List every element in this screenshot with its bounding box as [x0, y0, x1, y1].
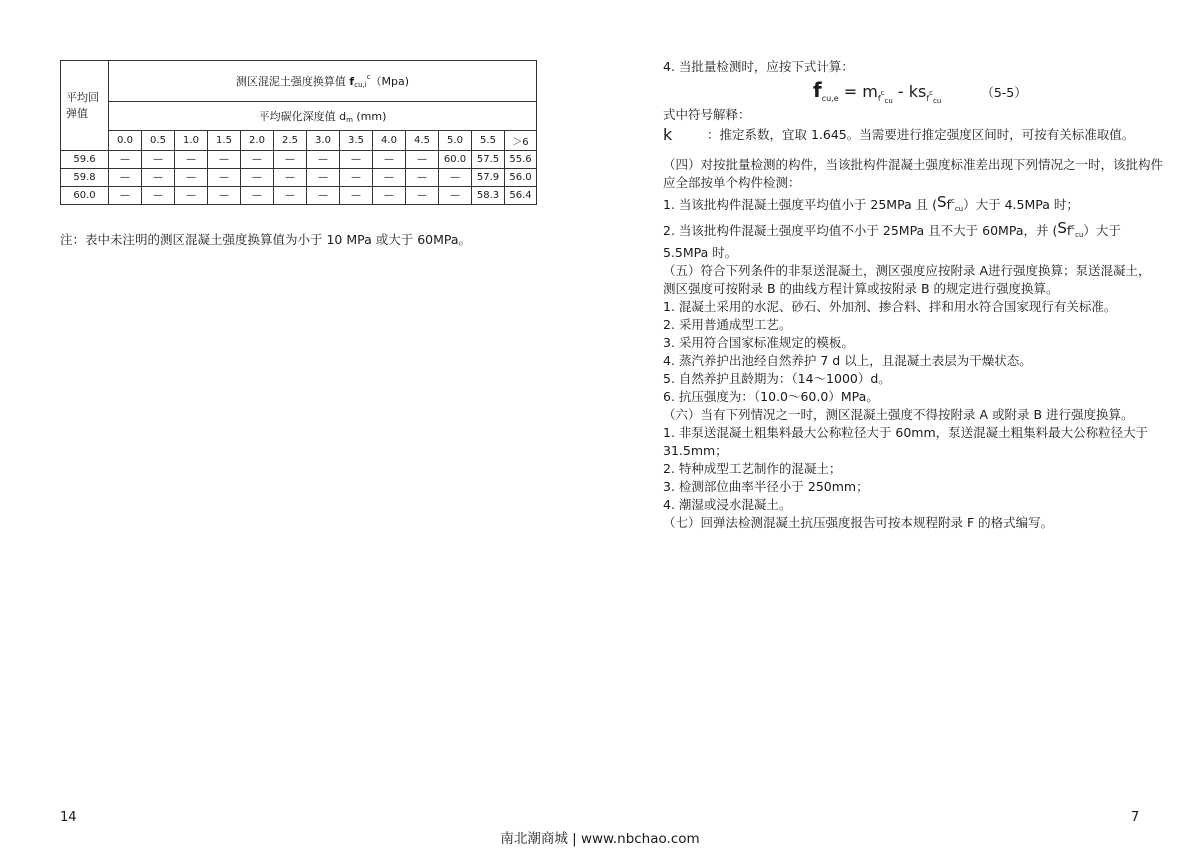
table-cell: —	[340, 169, 373, 187]
table-cell: —	[340, 187, 373, 205]
table-cell: 57.9	[472, 169, 505, 187]
table-cell: —	[406, 187, 439, 205]
list-item: 2. 特种成型工艺制作的混凝土；	[663, 461, 842, 476]
table-cell: 60.0	[439, 151, 472, 169]
rebound-header: 平均回弹值	[61, 61, 109, 151]
column-header: 5.0	[439, 131, 472, 151]
table-cell: 56.4	[505, 187, 537, 205]
row-label: 59.6	[61, 151, 109, 169]
table-cell: —	[406, 169, 439, 187]
table-row	[61, 151, 537, 169]
column-header: 5.5	[472, 131, 505, 151]
list-item: 1. 非泵送混凝土粗集料最大公称粒径大于 60mm，泵送混凝土粗集料最大公称粒径大于 31.5mm；	[663, 425, 1149, 458]
list-item: 3. 检测部位曲率半径小于 250mm；	[663, 479, 869, 494]
table-cell: —	[439, 169, 472, 187]
column-header: 2.0	[241, 131, 274, 151]
section-6-intro: （六）当有下列情况之一时，测区混凝土强度不得按附录 A 或附录 B 进行强度换算。	[663, 407, 1134, 422]
page-number-left: 14	[60, 810, 77, 825]
page-number-right: 7	[1131, 810, 1140, 825]
table-cell: —	[406, 151, 439, 169]
table-cell: —	[373, 169, 406, 187]
table-cell: —	[241, 151, 274, 169]
strength-conversion-table	[60, 60, 537, 205]
formula-5-5: $f_{cu,e} = m_{f^ccu} - ks_{f^ccu}(5-5)$	[813, 78, 1027, 106]
section-4-intro: （四）对按批量检测的构件，当该批构件混凝土强度标准差出现下列情况之一时，该批构件应全部按单个构件检测：	[663, 157, 1164, 190]
table-cell: 58.3	[472, 187, 505, 205]
table-cell: —	[241, 169, 274, 187]
table-cell: —	[208, 169, 241, 187]
table-cell: 56.0	[505, 169, 537, 187]
table-cell: —	[142, 151, 175, 169]
table-cell: —	[208, 187, 241, 205]
data-table	[60, 60, 537, 205]
table-cell: —	[175, 187, 208, 205]
table-cell: —	[274, 187, 307, 205]
row-label: 59.8	[61, 169, 109, 187]
column-header: 3.0	[307, 131, 340, 151]
section-4-item-1: 1. 当该批构件混凝土强度平均值小于 25MPa 且 (Sf$^c$cu）大于 4.5MPa 时；	[663, 193, 1079, 213]
list-item: 2. 采用普通成型工艺。	[663, 317, 792, 332]
column-header: 2.5	[274, 131, 307, 151]
table-note: 注：表中未注明的测区混凝土强度换算值为小于 10 MPa 或大于 60MPa。	[60, 232, 472, 247]
table-row	[61, 169, 537, 187]
column-header: 3.5	[340, 131, 373, 151]
table-cell: —	[307, 151, 340, 169]
table-cell: —	[274, 169, 307, 187]
column-header: 0.5	[142, 131, 175, 151]
table-cell: —	[109, 169, 142, 187]
list-item: 1. 混凝土采用的水泥、砂石、外加剂、掺合料、拌和用水符合国家现行有关标准。	[663, 299, 1117, 314]
table-cell: —	[109, 151, 142, 169]
column-header: ＞6	[505, 131, 537, 151]
list-item: 3. 采用符合国家标准规定的模板。	[663, 335, 854, 350]
table-cell: —	[175, 169, 208, 187]
section-7: （七）回弹法检测混凝土抗压强度报告可按本规程附录 F 的格式编写。	[663, 515, 1054, 530]
conversion-value-header: 测区混泥土强度换算值 $fcu,i^c(Mpa)$	[109, 61, 537, 102]
table-cell: —	[175, 151, 208, 169]
table-cell: —	[373, 151, 406, 169]
column-header: 1.5	[208, 131, 241, 151]
symbols-title: 式中符号解释：	[663, 107, 751, 122]
table-cell: —	[274, 151, 307, 169]
table-cell: —	[208, 151, 241, 169]
k-definition	[663, 126, 1163, 144]
table-cell: —	[439, 187, 472, 205]
table-cell: 57.5	[472, 151, 505, 169]
footer-site: 南北潮商城 | www.nbchao.com	[500, 831, 700, 847]
table-cell: —	[373, 187, 406, 205]
carbonation-depth-header: 平均碳化深度值 dm (mm)	[109, 102, 537, 131]
section-5-list	[663, 298, 1163, 406]
column-header: 4.0	[373, 131, 406, 151]
row-label: 60.0	[61, 187, 109, 205]
list-item: 4. 潮湿或浸水混凝土。	[663, 497, 792, 512]
list-item: 4. 蒸汽养护出池经自然养护 7 d 以上，且混凝土表层为干燥状态。	[663, 353, 1032, 368]
column-header: 1.0	[175, 131, 208, 151]
section-4-item-2: 2. 当该批构件混凝土强度平均值不小于 25MPa 且不大于 60MPa，并 (Sf$^c$cu）大于 5.5MPa 时。	[663, 219, 1121, 260]
equation-number: （5-5）	[981, 85, 1027, 100]
column-header: 4.5	[406, 131, 439, 151]
list-item: 6. 抗压强度为：（10.0～60.0）MPa。	[663, 389, 879, 404]
table-cell: 55.6	[505, 151, 537, 169]
k-description: ：推定系数，宜取 1.645。当需要进行推定强度区间时，可按有关标准取值。	[707, 127, 1135, 142]
column-header: 0.0	[109, 131, 142, 151]
section-6-list	[663, 424, 1163, 514]
table-cell: —	[307, 169, 340, 187]
table-cell: —	[241, 187, 274, 205]
batch-calc-line: 4. 当批量检测时，应按下式计算：	[663, 59, 854, 74]
section-5-intro: （五）符合下列条件的非泵送混凝土，测区强度应按附录 A进行强度换算；泵送混凝土，测区强度可按附录 B 的曲线方程计算或按附录 B 的规定进行强度换算。	[663, 263, 1151, 296]
table-cell: —	[109, 187, 142, 205]
table-cell: —	[307, 187, 340, 205]
right-page-body	[663, 58, 1163, 532]
table-row	[61, 187, 537, 205]
table-cell: —	[340, 151, 373, 169]
table-cell: —	[142, 187, 175, 205]
list-item: 5. 自然养护且龄期为：（14～1000）d。	[663, 371, 891, 386]
table-cell: —	[142, 169, 175, 187]
k-symbol: k	[663, 125, 673, 144]
